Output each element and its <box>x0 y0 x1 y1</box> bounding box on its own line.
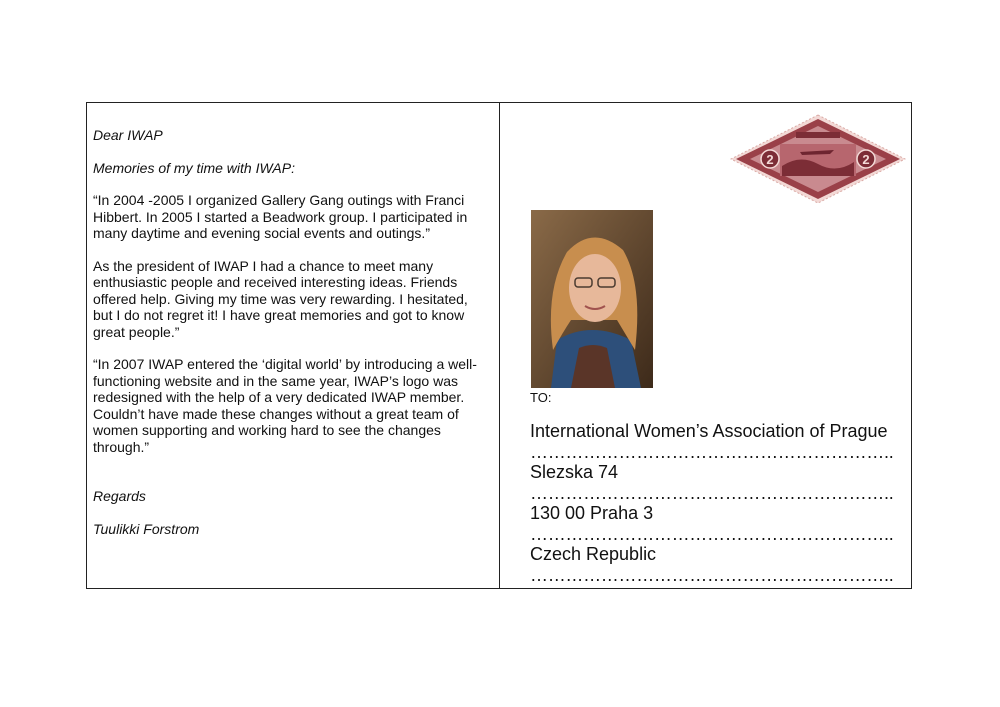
letter-body <box>93 127 485 553</box>
letter-paragraph-1: “In 2004 -2005 I organized Gallery Gang outings with Franci Hibbert. In 2005 I started a Beadwork group. I participated in many daytime and evening social events and outings.” <box>93 192 468 241</box>
portrait-face <box>569 254 621 322</box>
address-dots-1: …………………………………………………….. <box>530 441 894 462</box>
letter-greeting: Dear IWAP <box>93 127 163 143</box>
letter-paragraph-2: As the president of IWAP I had a chance to meet many enthusiastic people and received interesting ideas. Friends offered help. Giving my time was very rewarding. I hesitated, but I do not regret it! I have great memories and got to know great people.” <box>93 257 468 340</box>
postcard-divider <box>499 103 500 588</box>
letter-closing: Regards <box>93 488 146 504</box>
address-dots-4: …………………………………………………….. <box>530 564 894 585</box>
stamp-top-banner <box>796 132 840 138</box>
to-label: TO: <box>530 390 552 405</box>
address-block <box>530 421 900 585</box>
letter-paragraph-3: “In 2007 IWAP entered the ‘digital world’ by introducing a well-functioning website and in the same year, IWAP’s logo was redesigned with the help of a very dedicated IWAP member. Couldn’t have made these changes without a great team of women supporting and working hard to see the changes through.” <box>93 356 477 455</box>
postage-stamp <box>730 114 906 204</box>
stamp-value-left-text: 2 <box>766 152 774 167</box>
stamp-value-right-text: 2 <box>862 152 870 167</box>
portrait-image <box>531 210 653 388</box>
address-line-3: 130 00 Praha 3 <box>530 503 654 523</box>
portrait-photo <box>531 210 653 388</box>
address-dots-3: …………………………………………………….. <box>530 523 894 544</box>
address-dots-2: …………………………………………………….. <box>530 482 894 503</box>
address-line-4: Czech Republic <box>530 544 657 564</box>
letter-signature: Tuulikki Forstrom <box>93 520 200 537</box>
address-line-2: Slezska 74 <box>530 462 619 482</box>
letter-intro: Memories of my time with IWAP: <box>93 159 296 176</box>
address-line-1: International Women’s Association of Prague <box>530 421 888 441</box>
